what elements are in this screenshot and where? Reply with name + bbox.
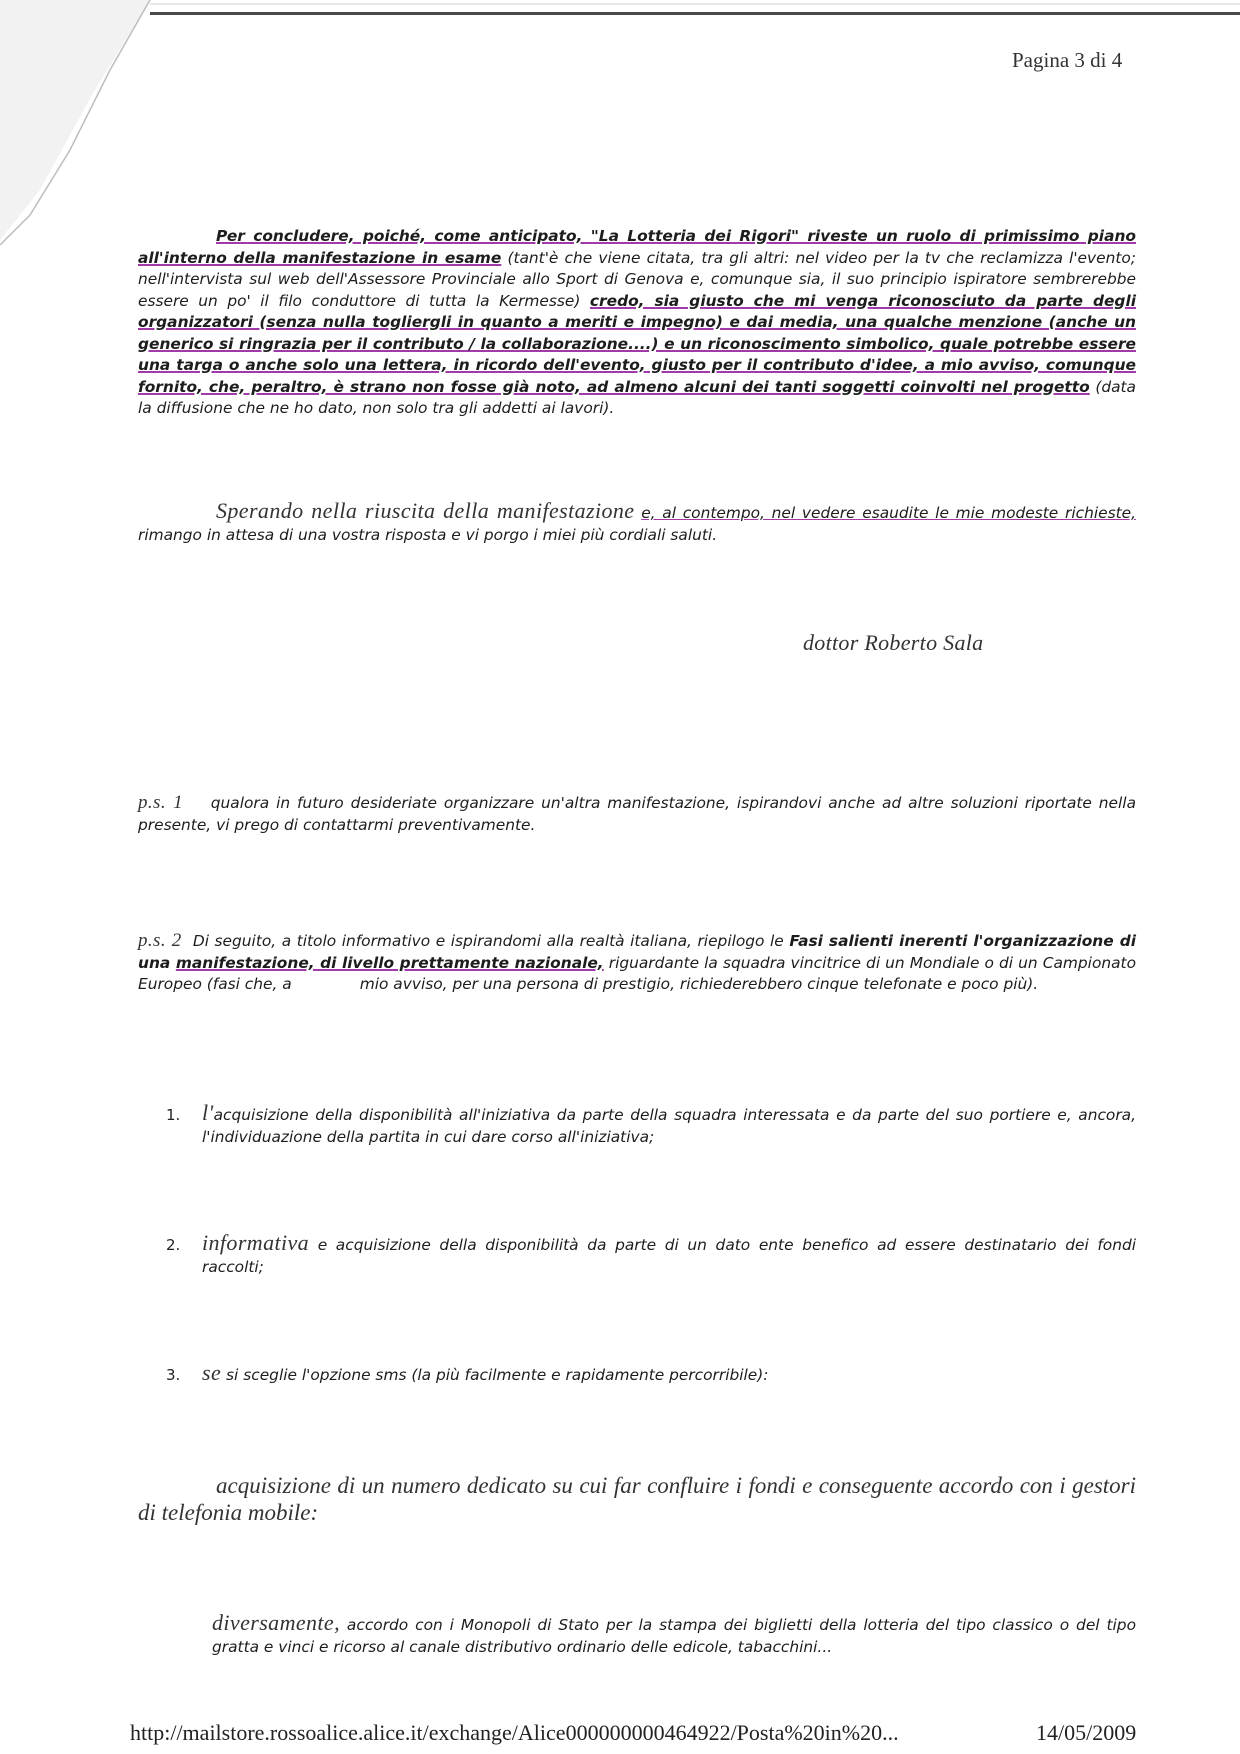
list-item-number: 2. <box>166 1236 181 1254</box>
list-item-text: acquisizione della disponibilità all'iniziativa da parte della squadra interessata e da parte del suo portiere e, ancora, l'individuazione della partita in cui dare corso all'iniziativa; <box>202 1106 1136 1146</box>
conclusion-request: credo, sia giusto che mi venga riconosciuto da parte degli organizzatori (senza nulla togliergli in quanto a meriti e impegno) e dai media, una qualche menzione (anche un generico si ringrazia per il contributo / la collaborazione....) e un riconoscimento simbolico, quale potrebbe essere una targa o anche solo una lettera, in ricordo dell'evento, giusto per il contributo d'idee, a mio avviso, comunque fornito, che, peraltro, è strano non fosse già noto, ad almeno alcuni dei tanti soggetti coinvolti nel progetto <box>138 291 1136 396</box>
alternative-text: accordo con i Monopoli di Stato per la stampa dei biglietti della lotteria del tipo classico o del tipo gratta e vinci e ricorso al canale distributivo ordinario delle edicole, tabacchini... <box>212 1616 1136 1656</box>
closing-paragraph <box>138 500 1136 546</box>
conclusion-aside: (tant'è che viene citata, tra gli altri: nel video per la tv che reclamizza l'evento; nell'intervista sul web dell'Assessore Provinciale allo Sport di Genova e, comunque sia, il suo principio ispiratore sembrerebbe essere un po' il filo conduttore di tutta la Kermesse) <box>138 248 1136 310</box>
list-item-text: e acquisizione della disponibilità da parte di un dato ente benefico ad essere destinatario dei fondi raccolti; <box>202 1236 1136 1276</box>
list-item-number: 1. <box>166 1106 181 1124</box>
ps2-bold-underlined: manifestazione, di livello prettamente nazionale, <box>175 953 604 972</box>
signature: dottor Roberto Sala <box>803 630 984 655</box>
closing-underlined: e, al contempo, nel vedere esaudite le mie modeste richieste, <box>641 504 1136 522</box>
closing-lead: Sperando nella riuscita della manifestazione <box>216 498 635 523</box>
ps2-paragraph <box>138 930 1136 996</box>
conclusion-tail: (data la diffusione che ne ho dato, non solo tra gli addetti ai lavori). <box>138 377 1136 417</box>
list-item <box>202 1232 1136 1278</box>
ps1-label: p.s. 1 <box>138 792 184 813</box>
footer-url: http://mailstore.rossoalice.alice.it/exchange/Alice000000000464922/Posta%20in%20... <box>130 1720 899 1745</box>
list-item-text: si sceglie l'opzione sms (la più facilmente e rapidamente percorribile): <box>221 1366 769 1384</box>
ps1-text: qualora in futuro desideriate organizzare un'altra manifestazione, ispirandovi anche ad altre soluzioni riportate nella presente, vi prego di contattarmi preventivamente. <box>138 794 1136 834</box>
alternative-paragraph <box>212 1612 1136 1658</box>
list-item-lead: informativa <box>202 1230 310 1255</box>
ps2-bold: Fasi salienti inerenti l'organizzazione di una <box>138 932 1137 972</box>
ps2-text: riguardante la squadra vincitrice di un Mondiale o di un Campionato Europeo (fasi che, a <box>138 953 1136 993</box>
conclusion-paragraph <box>138 226 1136 420</box>
ps2-label: p.s. 2 <box>138 930 182 951</box>
footer-date: 14/05/2009 <box>1036 1720 1137 1745</box>
list-item-lead: se <box>202 1360 222 1385</box>
alternative-lead: diversamente, <box>212 1610 340 1635</box>
top-rule <box>150 12 1240 15</box>
ps2-text-end: mio avviso, per una persona di prestigio, richiederebbero cinque telefonate e poco più). <box>359 975 1039 993</box>
list-item <box>202 1362 1136 1387</box>
page-number: Pagina 3 di 4 <box>1012 48 1123 72</box>
list-item-lead: l' <box>202 1100 214 1125</box>
ps2-intro: Di seguito, a titolo informativo e ispirandomi alla realtà italiana, riepilogo le <box>192 932 790 950</box>
ps1-paragraph <box>138 792 1136 836</box>
sms-option-paragraph <box>138 1472 1136 1526</box>
closing-tail: rimango in attesa di una vostra risposta e vi porgo i miei più cordiali saluti. <box>138 525 718 544</box>
sms-option-text: acquisizione di un numero dedicato su cui far confluire i fondi e conseguente accordo con i gestori di telefonia mobile: <box>138 1473 1136 1525</box>
conclusion-lead: Per concludere, poiché, come anticipato, "La Lotteria dei Rigori" riveste un ruolo di primissimo piano all'interno della manifestazione in esame <box>138 227 1136 267</box>
list-item-number: 3. <box>166 1366 181 1384</box>
list-item <box>202 1102 1136 1148</box>
